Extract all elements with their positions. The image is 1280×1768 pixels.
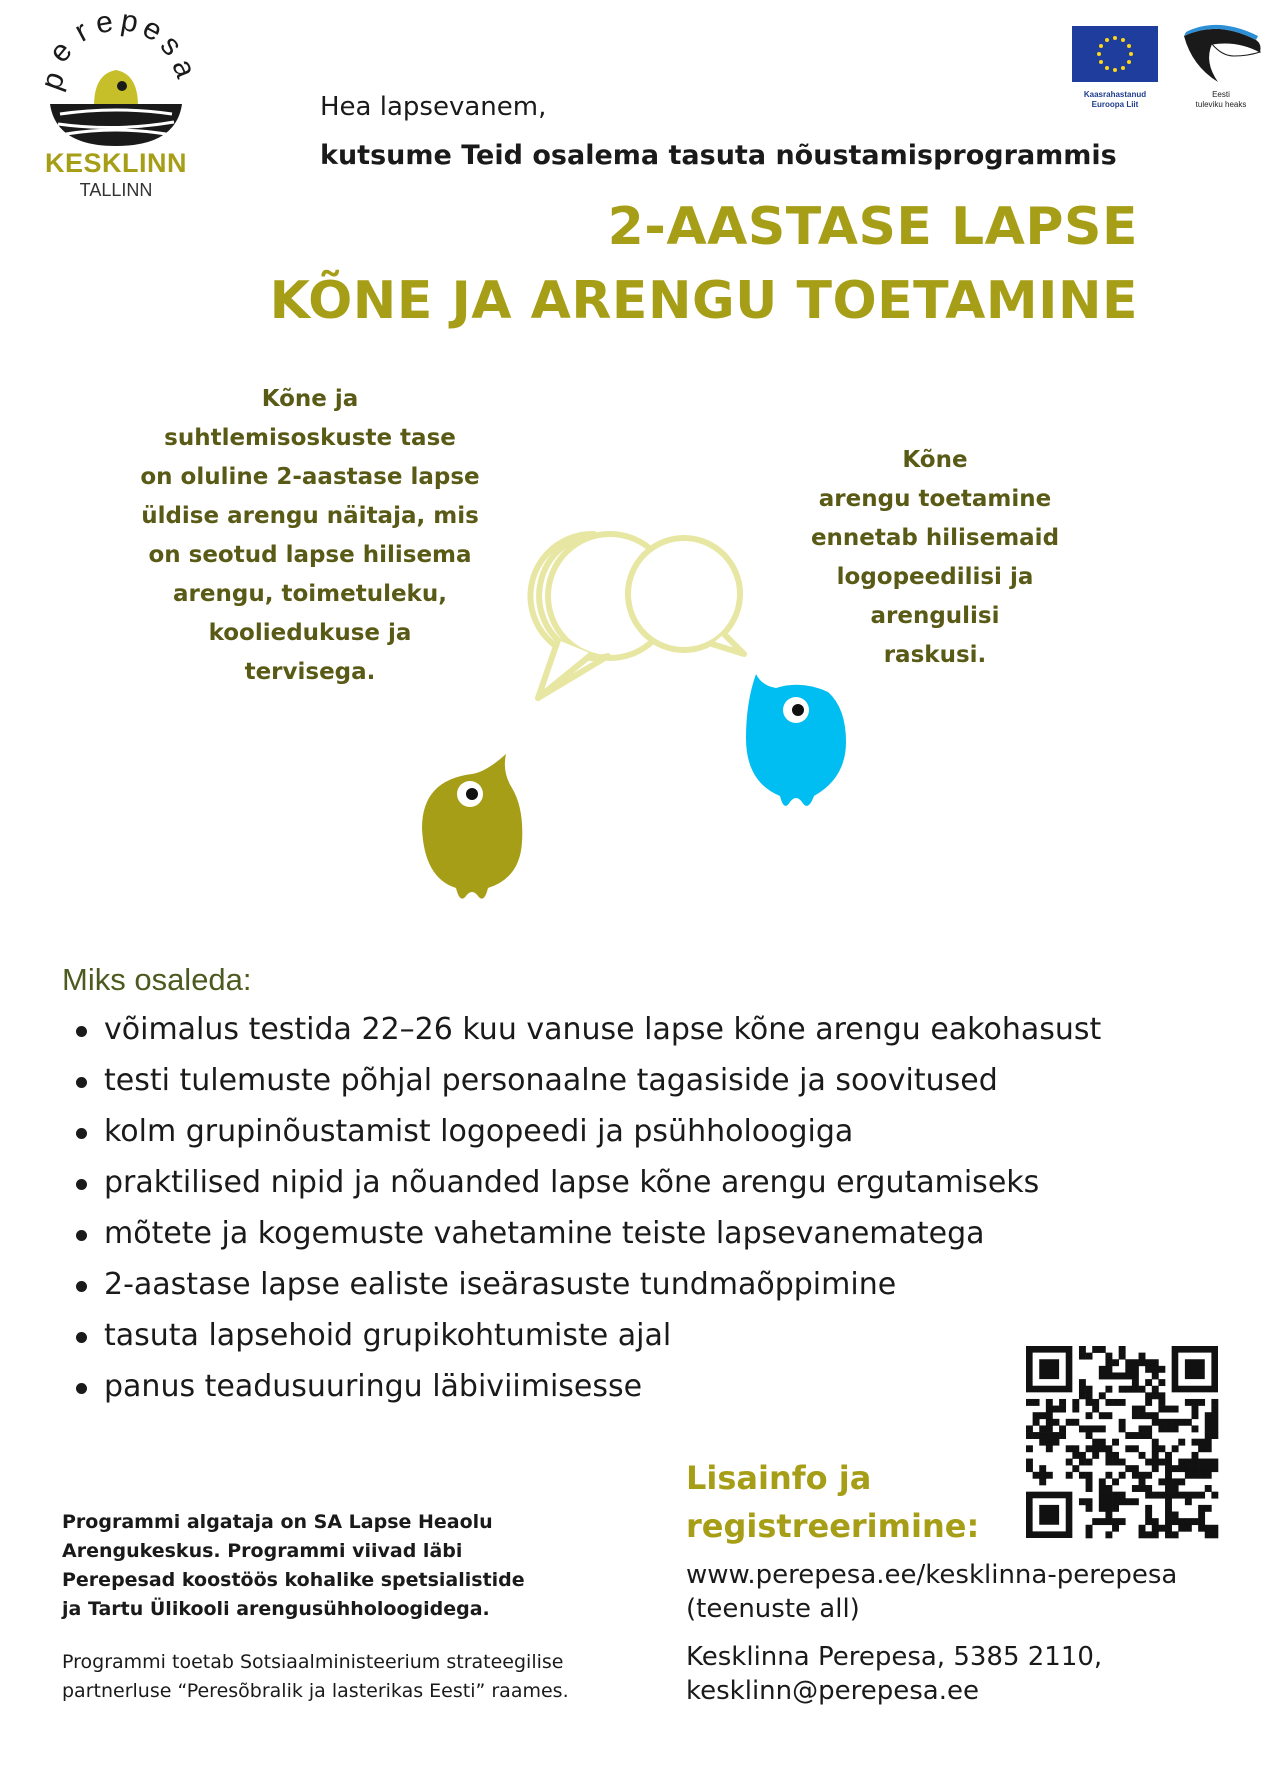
perepesa-nest-icon bbox=[34, 3, 203, 148]
list-item: võimalus testida 22–26 kuu vanuse lapse kõne arengu eakohasust bbox=[72, 1004, 1101, 1055]
invitation: kutsume Teid osalema tasuta nõustamisprogrammis bbox=[320, 140, 1117, 171]
list-item: kolm grupinõustamist logopeedi ja psühholoogiga bbox=[72, 1106, 1101, 1157]
support-line: partnerluse “Peresõbralik ja lasterikas Eesti” raames. bbox=[62, 1680, 569, 1702]
info-heading-line-1: Lisainfo ja bbox=[686, 1459, 872, 1497]
svg-text:r: r bbox=[69, 14, 94, 49]
list-item: tasuta lapsehoid grupikohtumiste ajal bbox=[72, 1310, 1101, 1361]
speech-bubbles-icon bbox=[528, 530, 758, 706]
list-item: panus teadusuuringu läbiviimisesse bbox=[72, 1361, 1101, 1412]
initiator-line: Programmi algataja on SA Lapse Heaolu bbox=[62, 1511, 493, 1533]
initiator-line: Perepesad koostöös kohalike spetsialistide bbox=[62, 1569, 525, 1591]
title-line-2: KÕNE JA ARENGU TOETAMINE bbox=[269, 271, 1138, 331]
svg-text:s: s bbox=[153, 29, 189, 63]
left-text-line: on oluline 2-aastase lapse bbox=[140, 464, 480, 490]
why-list bbox=[72, 1004, 1101, 1412]
list-item: mõtete ja kogemuste vahetamine teiste lapsevanematega bbox=[72, 1208, 1101, 1259]
left-text-line: suhtlemisoskuste tase bbox=[164, 425, 456, 451]
eu-flag-icon bbox=[1072, 26, 1158, 82]
title-line-1: 2-AASTASE LAPSE bbox=[607, 197, 1138, 257]
list-item: 2-aastase lapse ealiste iseärasuste tundmaõppimine bbox=[72, 1259, 1101, 1310]
eu-caption-1: Kaasrahastanud bbox=[1083, 90, 1147, 99]
info-heading bbox=[686, 1454, 1006, 1550]
ee-caption-1: Eesti bbox=[1212, 90, 1230, 99]
initiator-text bbox=[62, 1508, 582, 1624]
svg-text:e: e bbox=[42, 34, 79, 69]
website-link[interactable]: www.perepesa.ee/kesklinna-perepesa bbox=[686, 1560, 1178, 1590]
blue-bird-icon bbox=[742, 668, 850, 818]
support-text bbox=[62, 1648, 662, 1706]
perepesa-kesklinn-logo bbox=[34, 3, 203, 204]
info-heading-line-2: registreerimine: bbox=[686, 1507, 980, 1545]
estonia-swallow-icon bbox=[1178, 22, 1264, 84]
contact-phone: Kesklinna Perepesa, 5385 2110, bbox=[686, 1642, 1103, 1672]
right-text-line: arengu toetamine bbox=[818, 486, 1052, 512]
left-text-line: üldise arengu näitaja, mis bbox=[141, 503, 479, 529]
left-text-line: on seotud lapse hilisema bbox=[148, 542, 472, 568]
support-line: Programmi toetab Sotsiaalministeerium strateegilise bbox=[62, 1651, 564, 1673]
logo-name: KESKLINN bbox=[44, 148, 187, 178]
page-title bbox=[270, 190, 1138, 338]
initiator-line: Arengukeskus. Programmi viivad läbi bbox=[62, 1540, 463, 1562]
contact-email[interactable]: kesklinn@perepesa.ee bbox=[686, 1676, 979, 1706]
left-text-line: arengu, toimetuleku, bbox=[173, 581, 447, 607]
right-text-line: ennetab hilisemaid bbox=[810, 525, 1060, 551]
qr-code[interactable] bbox=[1026, 1346, 1218, 1538]
website-block bbox=[686, 1558, 1246, 1626]
svg-text:a: a bbox=[165, 54, 203, 83]
right-text-line: raskusi. bbox=[883, 642, 987, 668]
svg-text:p: p bbox=[118, 3, 141, 40]
olive-bird-icon bbox=[416, 748, 528, 908]
right-text-line: Kõne bbox=[902, 447, 968, 473]
right-text-line: logopeedilisi ja bbox=[836, 564, 1034, 590]
logo-city: TALLINN bbox=[79, 180, 153, 200]
estonia-future-logo bbox=[1178, 22, 1264, 110]
eu-caption-2: Euroopa Liit bbox=[1091, 100, 1139, 109]
eu-logo bbox=[1072, 26, 1158, 110]
left-info-text bbox=[110, 380, 510, 692]
right-text-line: arengulisi bbox=[870, 603, 1000, 629]
contact-block bbox=[686, 1640, 1246, 1708]
website-note: (teenuste all) bbox=[686, 1594, 860, 1624]
greeting: Hea lapsevanem, bbox=[320, 92, 547, 122]
left-text-line: Kõne ja bbox=[261, 386, 359, 412]
list-item: praktilised nipid ja nõuanded lapse kõne arengu ergutamiseks bbox=[72, 1157, 1101, 1208]
svg-text:p: p bbox=[34, 67, 72, 95]
list-item: testi tulemuste põhjal personaalne tagasiside ja soovitused bbox=[72, 1055, 1101, 1106]
right-info-text bbox=[780, 441, 1090, 675]
left-text-line: kooliedukuse ja bbox=[208, 620, 412, 646]
svg-text:e: e bbox=[137, 11, 168, 49]
initiator-line: ja Tartu Ülikooli arengusühholoogidega. bbox=[62, 1598, 490, 1620]
left-text-line: tervisega. bbox=[244, 659, 376, 685]
why-heading: Miks osaleda: bbox=[62, 962, 252, 997]
ee-caption-2: tuleviku heaks bbox=[1195, 100, 1247, 109]
svg-text:e: e bbox=[93, 4, 116, 41]
